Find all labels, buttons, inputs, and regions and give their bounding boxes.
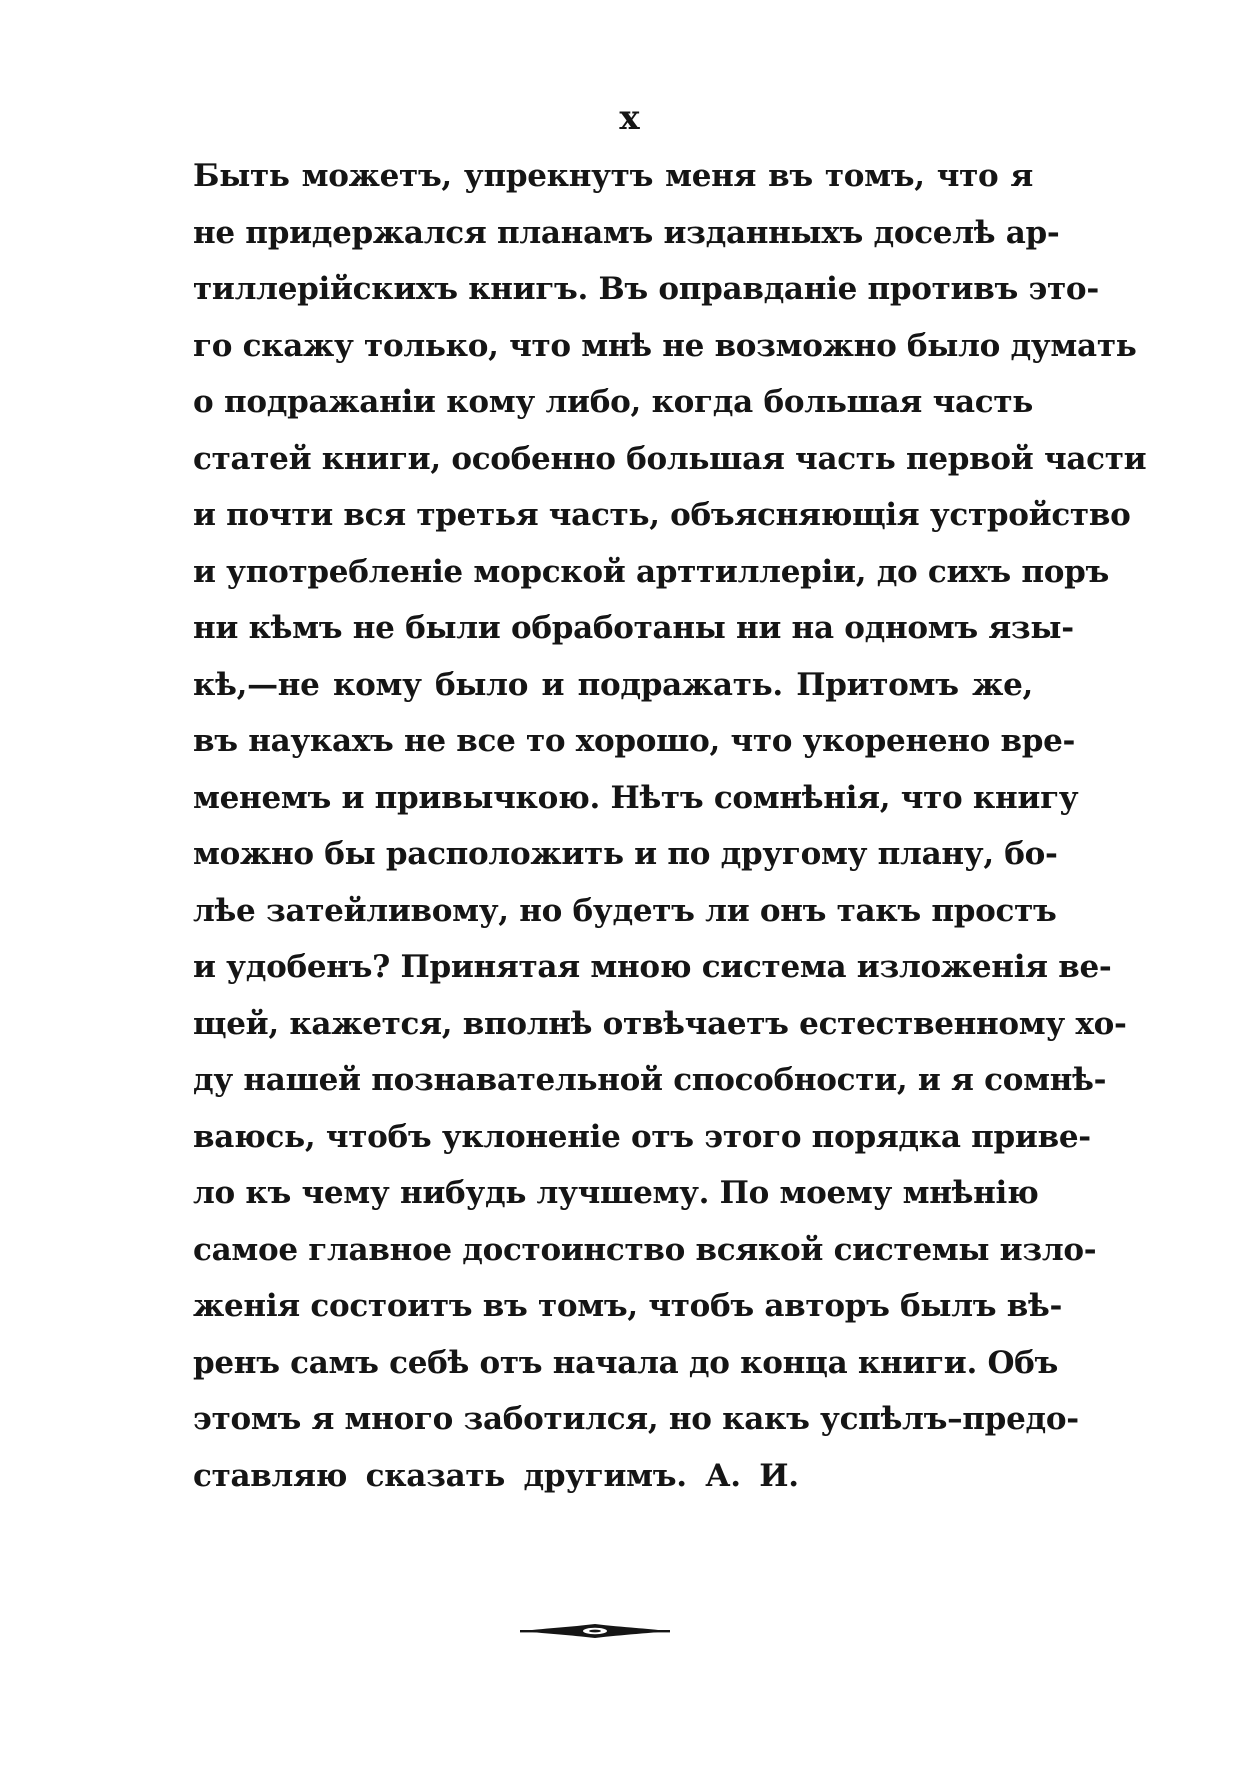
end-ornament (520, 1621, 670, 1641)
text-line: Быть можетъ, упрекнутъ меня въ томъ, что я (193, 158, 1033, 194)
text-line: статей книги, особенно большая часть первой части (193, 440, 1147, 477)
text-line: и употребленіе морской арттиллеріи, до сихъ поръ (193, 553, 1109, 590)
text-line: женія состоитъ въ томъ, чтобъ авторъ былъ вѣ- (193, 1288, 1063, 1324)
text-line: ренъ самъ себѣ отъ начала до конца книги. Объ (193, 1344, 1059, 1381)
text-line: ни кѣмъ не были обработаны ни на одномъ язы- (193, 610, 1074, 646)
text-line: ло къ чему нибудь лучшему. По моему мнѣнію (193, 1175, 1039, 1211)
text-line: можно бы расположить и по другому плану, бо- (193, 836, 1058, 872)
text-line: ду нашей познавательной способности, и я сомнѣ- (193, 1062, 1107, 1098)
text-line: кѣ,—не кому было и подражать. Притомъ же, (193, 666, 1033, 703)
text-line-last: ставляю сказать другимъ. А. И. (193, 1457, 799, 1494)
text-line: ваюсь, чтобъ уклоненіе отъ этого порядка приве- (193, 1118, 1091, 1155)
text-line: о подражаніи кому либо, когда большая часть (193, 384, 1033, 420)
text-line: го скажу только, что мнѣ не возможно было думать (193, 327, 1137, 364)
text-line: тиллерійскихъ книгъ. Въ оправданіе противъ это- (193, 271, 1099, 307)
text-line: не придержался планамъ изданныхъ доселѣ ар- (193, 214, 1060, 251)
text-line: щей, кажется, вполнѣ отвѣчаетъ естественному хо- (193, 1005, 1127, 1042)
text-line: самое главное достоинство всякой системы изло- (193, 1231, 1097, 1268)
page-number: x (619, 98, 640, 138)
body-text (193, 148, 1147, 1504)
text-line: и почти вся третья часть, объясняющія устройство (193, 497, 1131, 533)
text-line: этомъ я много заботился, но какъ успѣлъ–предо- (193, 1401, 1079, 1437)
text-line: въ наукахъ не все то хорошо, что укоренено вре- (193, 723, 1076, 759)
text-line: и удобенъ? Принятая мною система изложенія ве- (193, 949, 1112, 985)
text-line: лѣе затейливому, но будетъ ли онъ такъ простъ (193, 892, 1057, 929)
text-line: менемъ и привычкою. Нѣтъ сомнѣнія, что книгу (193, 779, 1079, 816)
